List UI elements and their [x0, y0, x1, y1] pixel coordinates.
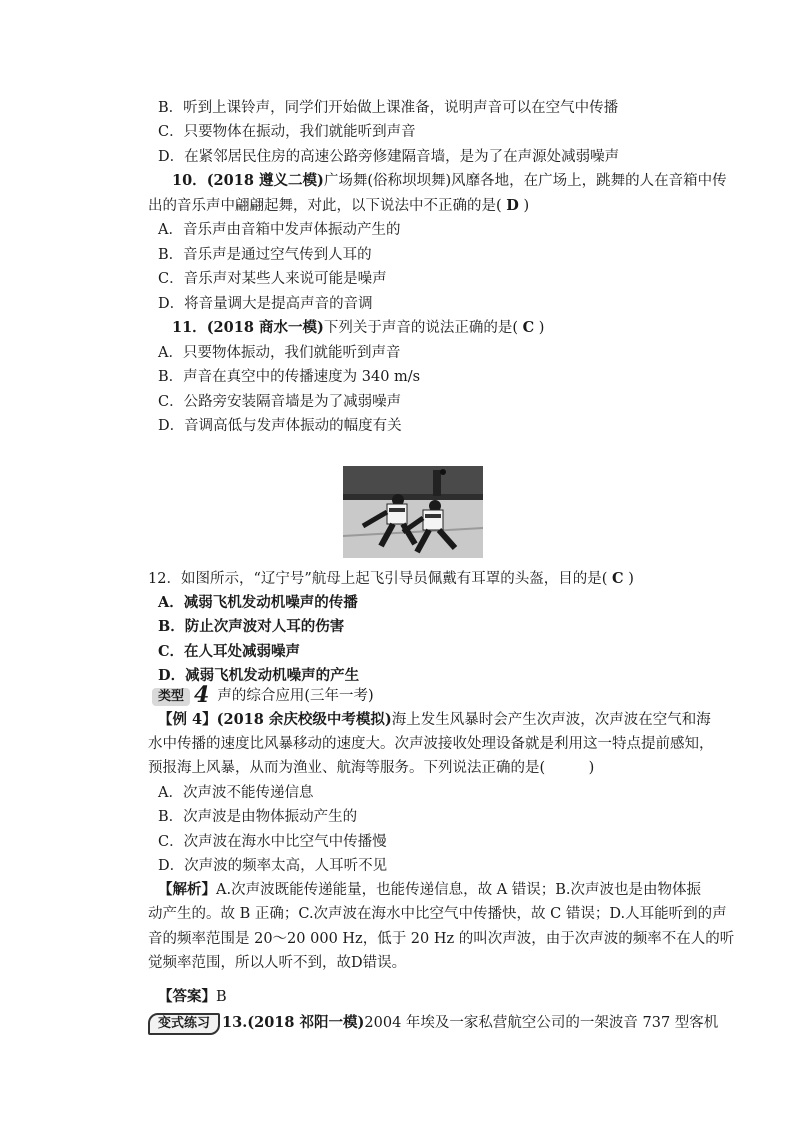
q11-number: 11．	[172, 319, 207, 336]
q10-option-b: B．音乐声是通过空气传到人耳的	[158, 247, 372, 263]
deck-crew-illustration	[343, 466, 483, 558]
analysis-line4: 觉频率范围，所以人听不到，故D错误。	[148, 955, 407, 971]
answer-label: 【答案】	[158, 988, 216, 1005]
q10-option-d: D．将音量调大是提高声音的音调	[158, 296, 373, 312]
q10-option-c: C．音乐声对某些人来说可能是噪声	[158, 271, 387, 287]
section-number: 4	[194, 682, 210, 708]
q10-answer: D	[506, 197, 519, 214]
analysis-line2: 动产生的。故 B 正确；C.次声波在海水中比空气中传播快，故 C 错误；D.人耳能听到的声	[148, 906, 727, 922]
variant-source: (2018 祁阳一模)	[247, 1014, 365, 1031]
variant-practice-tag: 变式练习	[148, 1013, 220, 1035]
answer-line	[158, 987, 227, 1007]
q12-option-b: B．防止次声波对人耳的伤害	[158, 618, 345, 635]
q12-answer: C	[612, 570, 624, 587]
q9-option-d: D．在紧邻居民住房的高速公路旁修建隔音墙，是为了在声源处减弱噪声	[158, 149, 620, 165]
example4-option-d: D．次声波的频率太高，人耳听不见	[158, 858, 388, 874]
example4-label: 【例 4】	[158, 711, 217, 728]
q11-stem: 11．(2018 商水一模)下列关于声音的说法正确的是( C )	[172, 319, 545, 336]
carrier-deck-photo	[343, 466, 483, 558]
q11-option-d: D．音调高低与发声体振动的幅度有关	[158, 418, 402, 434]
variant-line: 变式练习 13.(2018 祁阳一模)2004 年埃及一家私营航空公司的一架波音 737 型客机	[148, 1013, 718, 1035]
section-type-tag: 类型	[152, 688, 190, 706]
q10-number: 10．	[172, 172, 207, 189]
example4-option-a: A．次声波不能传递信息	[158, 785, 314, 801]
q11-option-c: C．公路旁安装隔音墙是为了减弱噪声	[158, 394, 402, 410]
analysis-line3: 音的频率范围是 20～20 000 Hz，低于 20 Hz 的叫次声波，由于次声波的频率不在人的听	[148, 931, 735, 947]
section-title: 声的综合应用(三年一考)	[217, 688, 374, 704]
variant-number: 13.	[222, 1014, 248, 1031]
q10-option-a: A．音乐声由音箱中发声体振动产生的	[158, 222, 401, 238]
q10-stem-line1	[172, 171, 727, 191]
q12-option-c: C．在人耳处减弱噪声	[158, 643, 301, 660]
q10-stem-line2: 出的音乐声中翩翩起舞，对此，以下说法中不正确的是( D )	[148, 197, 530, 214]
q11-answer: C	[522, 319, 535, 336]
example4-line1: 【例 4】(2018 余庆校级中考模拟)海上发生风暴时会产生次声波，次声波在空气和海	[158, 711, 711, 728]
q12-option-d: D．减弱飞机发动机噪声的产生	[158, 667, 360, 684]
q10-text: 广场舞(俗称坝坝舞)风靡各地，在广场上，跳舞的人在音箱中传	[323, 173, 727, 189]
example4-option-b: B．次声波是由物体振动产生的	[158, 809, 358, 825]
q11-source: (2018 商水一模)	[206, 319, 324, 336]
section-header	[152, 682, 374, 708]
example4-line2: 水中传播的速度比风暴移动的速度大。次声波接收处理设备就是利用这一特点提前感知，	[148, 736, 714, 752]
q9-option-c: C．只要物体在振动，我们就能听到声音	[158, 124, 416, 140]
answer-value: B	[216, 989, 227, 1005]
example4-line3: 预报海上风暴，从而为渔业、航海等服务。下列说法正确的是( )	[148, 760, 595, 776]
q11-option-b: B．声音在真空中的传播速度为 340 m/s	[158, 369, 421, 385]
q12-option-a: A．减弱飞机发动机噪声的传播	[158, 594, 358, 611]
analysis-line1: 【解析】A.次声波既能传递能量，也能传递信息，故 A 错误；B.次声波也是由物体振	[158, 881, 702, 898]
q12-stem: 12．如图所示，“辽宁号”航母上起飞引导员佩戴有耳罩的头盔，目的是( C )	[148, 570, 634, 587]
q9-option-b: B．听到上课铃声，同学们开始做上课准备，说明声音可以在空气中传播	[158, 100, 619, 116]
q10-source: (2018 遵义二模)	[206, 172, 324, 189]
q11-option-a: A．只要物体振动，我们就能听到声音	[158, 345, 401, 361]
example4-option-c: C．次声波在海水中比空气中传播慢	[158, 834, 387, 850]
example4-source: (2018 余庆校级中考模拟)	[216, 711, 392, 728]
analysis-label: 【解析】	[158, 881, 216, 898]
